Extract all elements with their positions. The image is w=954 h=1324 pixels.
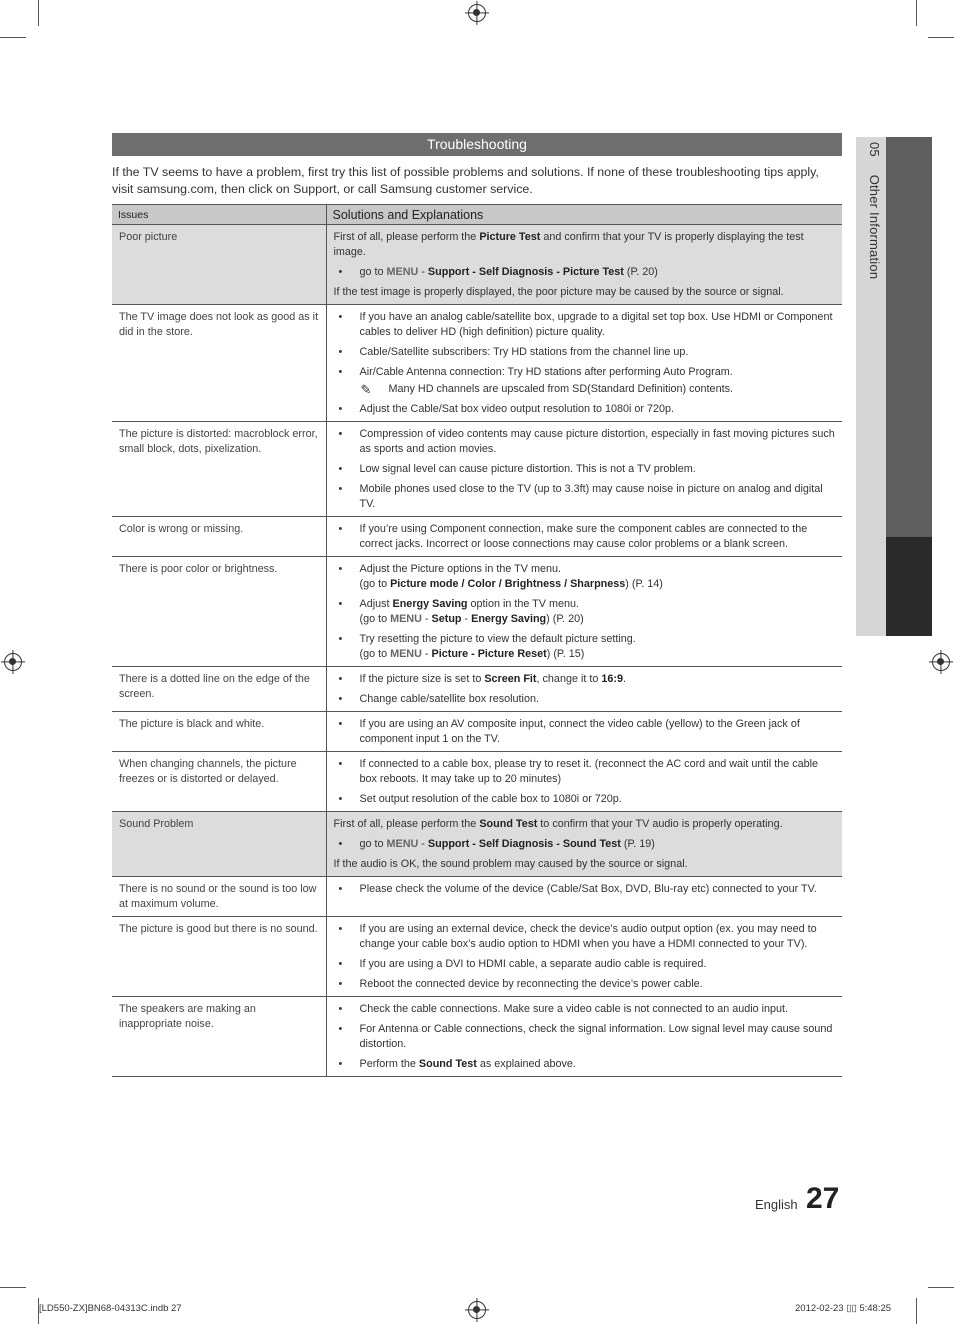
issue-cell: The picture is black and white. [112, 712, 326, 752]
issues-header: Issues [112, 205, 326, 225]
side-tab-active [886, 537, 932, 636]
solution-cell: • If you are using an external device, check the device’s audio output option (ex. you may need to change your cable box’s audio option to HDMI when you have a HDMI connected to your TV). • If you are using a DVI to HDMI cable, a separate audio cable is required. • Reboot the connected device by reconnecting the device’s power cable. [326, 917, 842, 997]
page-number: 27 [806, 1182, 840, 1215]
chapter-number: 05 [867, 142, 882, 157]
table-row [112, 557, 842, 667]
table-row [112, 517, 842, 557]
issue-cell: Color is wrong or missing. [112, 517, 326, 557]
table-row [112, 752, 842, 812]
solution-cell: • Check the cable connections. Make sure a video cable is not connected to an audio input. • For Antenna or Cable connections, check the signal information. Low signal level may cause sound distortion. • Perform the Sound Test as explained above. [326, 997, 842, 1077]
table-row [112, 877, 842, 917]
table-row [112, 305, 842, 422]
registration-mark-icon [4, 653, 22, 671]
solution-cell: • If connected to a cable box, please try to reset it. (reconnect the AC cord and wait until the cable box reboots. It may take up to 20 minutes) • Set output resolution of the cable box to 1080i or 720p. [326, 752, 842, 812]
solution-cell: • If you are using an AV composite input, connect the video cable (yellow) to the Green jack of component input 1 on the TV. [326, 712, 842, 752]
table-row [112, 225, 842, 305]
issue-cell: There is a dotted line on the edge of the screen. [112, 667, 326, 712]
crop-mark [0, 1287, 26, 1288]
issue-cell: The picture is distorted: macroblock error, small block, dots, pixelization. [112, 422, 326, 517]
issue-cell: The picture is good but there is no sound. [112, 917, 326, 997]
table-row [112, 667, 842, 712]
print-file-info: [LD550-ZX]BN68-04313C.indb 27 [39, 1303, 182, 1314]
solution-cell: First of all, please perform the Sound Test to confirm that your TV audio is properly operating. • go to MENU - Support - Self Diagnosis - Sound Test (P. 19) If the audio is OK, the sound problem may caused by the source or signal. [326, 812, 842, 877]
solution-cell: • Compression of video contents may cause picture distortion, especially in fast moving pictures such as sports and action movies. • Low signal level can cause picture distortion. This is not a TV problem. • Mobile phones used close to the TV (up to 3.3ft) may cause noise in picture on analog and digital TV. [326, 422, 842, 517]
troubleshooting-table [112, 204, 842, 1077]
solution-cell: • Adjust the Picture options in the TV menu. (go to Picture mode / Color / Brightness / Sharpness) (P. 14) • Adjust Energy Saving option in the TV menu. (go to MENU - Setup - Energy Saving) (P. 20) • Try resetting the picture to view the default picture setting. (go to MENU - Picture - Picture Reset) (P. 15) [326, 557, 842, 667]
solution-cell: First of all, please perform the Picture Test and confirm that your TV is properly displaying the test image. • go to MENU - Support - Self Diagnosis - Picture Test (P. 20) If the test image is properly displayed, the poor picture may be caused by the source or signal. [326, 225, 842, 305]
solution-cell: • If you have an analog cable/satellite box, upgrade to a digital set top box. Use HDMI or Component cables to deliver HD (high definition) picture quality. • Cable/Satellite subscribers: Try HD stations from the channel line up. • Air/Cable Antenna connection: Try HD stations after performing Auto Program. ✎ Many HD channels are upscaled from SD(Standard Definition) contents. • Adjust the Cable/Sat box video output resolution to 1080i or 720p. [326, 305, 842, 422]
solution-cell: • Please check the volume of the device (Cable/Sat Box, DVD, Blu-ray etc) connected to your TV. [326, 877, 842, 917]
registration-mark-icon [932, 653, 950, 671]
intro-paragraph: If the TV seems to have a problem, first try this list of possible problems and solutions. If none of these troubleshooting tips apply, visit samsung.com, then click on Support, or call Samsung customer service. [112, 165, 819, 196]
print-timestamp: 2012-02-23 ▯▯ 5:48:25 [795, 1303, 892, 1314]
issue-cell: There is no sound or the sound is too low at maximum volume. [112, 877, 326, 917]
solutions-header: Solutions and Explanations [326, 205, 842, 225]
crop-mark [928, 37, 954, 38]
crop-mark [916, 1298, 917, 1324]
registration-mark-icon [468, 4, 486, 22]
table-row [112, 712, 842, 752]
table-row [112, 917, 842, 997]
issue-cell: The TV image does not look as good as it did in the store. [112, 305, 326, 422]
solution-cell: • If you’re using Component connection, make sure the component cables are connected to the correct jacks. Incorrect or loose connections may cause color problems or a blank screen. [326, 517, 842, 557]
crop-mark [916, 0, 917, 26]
issue-cell: There is poor color or brightness. [112, 557, 326, 667]
crop-mark [928, 1287, 954, 1288]
registration-mark-icon [468, 1301, 486, 1319]
crop-mark [0, 37, 26, 38]
table-header-row [112, 205, 842, 225]
issue-cell: When changing channels, the picture freezes or is distorted or delayed. [112, 752, 326, 812]
chapter-title: Other Information [867, 174, 882, 280]
issue-cell: The speakers are making an inappropriate noise. [112, 997, 326, 1077]
issue-cell: Poor picture [112, 225, 326, 305]
side-tab-label [862, 142, 882, 279]
issue-cell: Sound Problem [112, 812, 326, 877]
table-row [112, 422, 842, 517]
side-tab-dark [886, 137, 932, 537]
table-row [112, 997, 842, 1077]
table-row [112, 812, 842, 877]
crop-mark [38, 0, 39, 26]
footer-language: English [755, 1197, 798, 1212]
solution-cell: • If the picture size is set to Screen Fit, change it to 16:9. • Change cable/satellite box resolution. [326, 667, 842, 712]
section-title: Troubleshooting [112, 133, 842, 156]
